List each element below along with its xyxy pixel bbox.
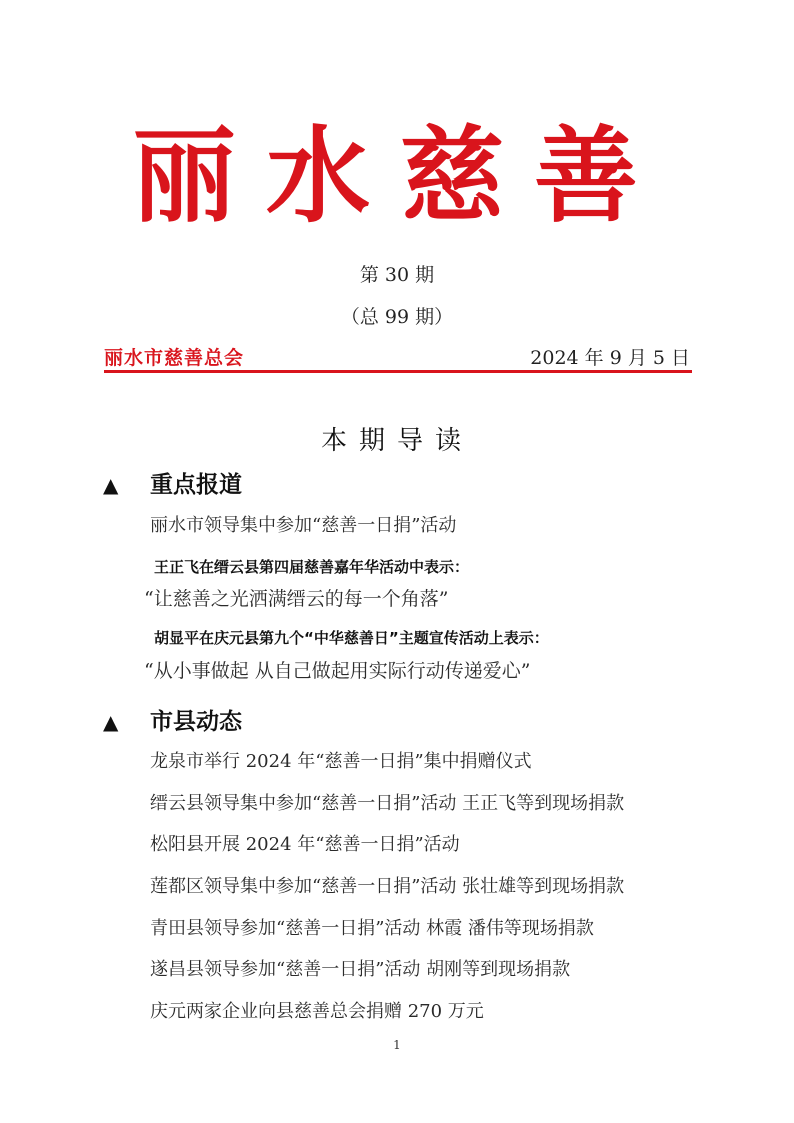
section-heading-label: 市县动态 <box>150 709 242 735</box>
red-divider <box>104 370 692 373</box>
toc-item: 青田县领导参加“慈善一日捐”活动 林霞 潘伟等现场捐款 <box>150 918 594 939</box>
toc-item: 松阳县开展 2024 年“慈善一日捐”活动 <box>150 834 460 855</box>
section-heading-local-news <box>103 703 242 736</box>
toc-item: 龙泉市举行 2024 年“慈善一日捐”集中捐赠仪式 <box>150 751 532 772</box>
toc-item: 缙云县领导集中参加“慈善一日捐”活动 王正飞等到现场捐款 <box>150 793 625 814</box>
issue-total: （总 99 期） <box>340 306 454 328</box>
section-heading-label: 重点报道 <box>150 472 242 498</box>
toc-item: 丽水市领导集中参加“慈善一日捐”活动 <box>150 515 457 536</box>
masthead-title <box>131 108 669 238</box>
publish-date: 2024 年 9 月 5 日 <box>530 347 690 369</box>
svg-text:丽水慈善: 丽水慈善 <box>131 114 669 237</box>
feature-speaker: 胡显平在庆元县第九个“中华慈善日”主题宣传活动上表示： <box>154 629 549 647</box>
publisher-line <box>104 343 692 371</box>
issue-number: 第 30 期 <box>359 264 435 286</box>
feature-quote: “让慈善之光洒满缙云的每一个角落” <box>144 588 449 610</box>
toc-item: 庆元两家企业向县慈善总会捐赠 270 万元 <box>150 1001 484 1022</box>
toc-item: 遂昌县领导参加“慈善一日捐”活动 胡刚等到现场捐款 <box>150 959 571 980</box>
toc-item: 莲都区领导集中参加“慈善一日捐”活动 张壮雄等到现场捐款 <box>150 876 625 897</box>
masthead <box>131 108 669 238</box>
triangle-icon: ▲ <box>103 473 119 497</box>
feature-quote: “从小事做起 从自己做起用实际行动传递爱心” <box>144 660 531 682</box>
page-number: 1 <box>393 1038 401 1052</box>
publisher-name: 丽水市慈善总会 <box>104 347 245 369</box>
feature-speaker: 王正飞在缙云县第四届慈善嘉年华活动中表示： <box>154 558 470 576</box>
toc-title: 本期导读 <box>320 426 473 456</box>
section-heading-key-reports <box>103 466 242 499</box>
triangle-icon: ▲ <box>103 710 119 734</box>
